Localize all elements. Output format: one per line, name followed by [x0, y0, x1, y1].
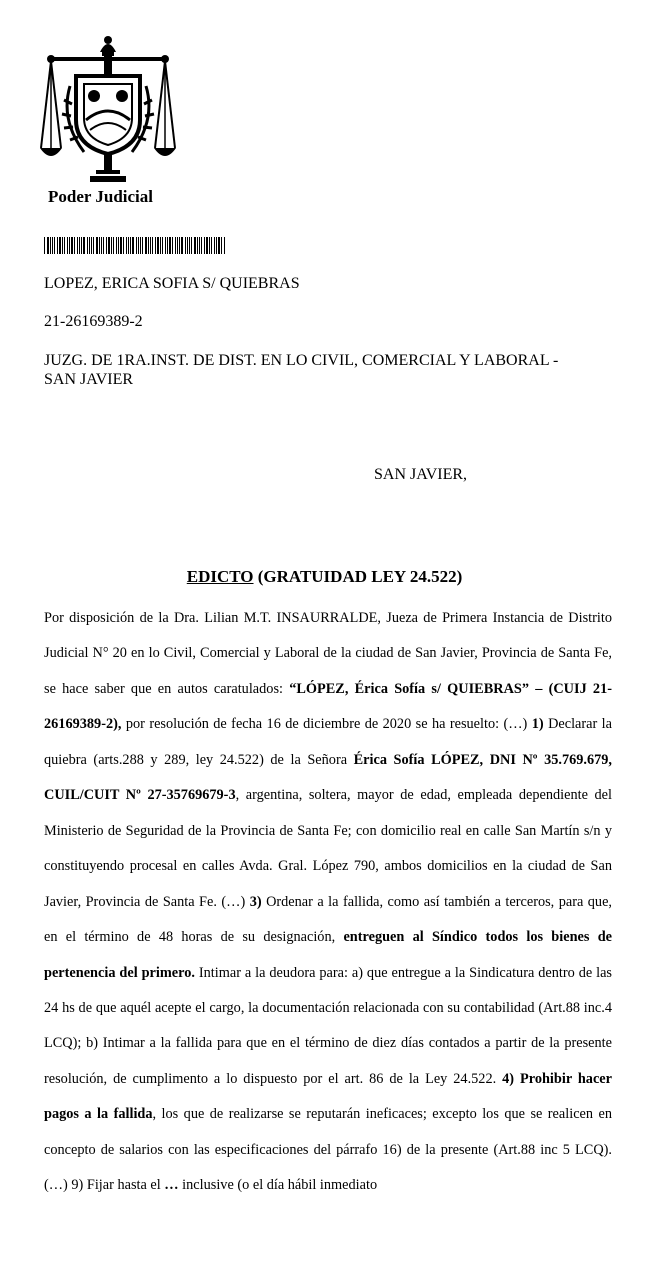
barcode-bar [77, 237, 78, 254]
barcode-bar [187, 237, 188, 254]
barcode-bar [185, 237, 186, 254]
barcode-bar [106, 237, 107, 254]
barcode-bar [87, 237, 88, 254]
barcode-bar [128, 237, 129, 254]
body-text-run: , argentina, soltera, mayor de edad, empleada dependiente del Ministerio de Seguridad de la Provincia de Santa Fe; con domicilio real en calle San Martín s/n y constituyendo procesal en calles Avda. Gral. López 790, ambos domicilios en la ciudad de San Javier, Provincia de Santa Fe. (…) [44, 787, 613, 910]
barcode-bar [64, 237, 65, 254]
barcode-bar [189, 237, 190, 254]
barcode-bar [211, 237, 212, 254]
barcode-bar [150, 237, 151, 254]
barcode-bar [181, 237, 183, 254]
barcode-bar [108, 237, 110, 254]
barcode-bar [113, 237, 114, 254]
judicial-seal-icon [40, 30, 176, 188]
barcode-bar [138, 237, 139, 254]
body-bold-run: “LÓPEZ, Érica Sofía s/ QUIEBRAS” – (CUIJ 21-26169389-2), [44, 680, 612, 733]
barcode-bar [71, 237, 73, 254]
body-bold-run: … [164, 1177, 179, 1194]
barcode-icon [44, 237, 226, 254]
barcode-bar [99, 237, 100, 254]
barcode-bar [221, 237, 222, 254]
barcode-bar [201, 237, 202, 254]
body-text-run: Declarar la quiebra (arts.288 y 289, ley 24.522) de la Señora [44, 716, 612, 768]
barcode-bar [116, 237, 117, 254]
body-bold-run: 3) [249, 893, 262, 910]
barcode-bar [111, 237, 112, 254]
barcode-bar [204, 237, 205, 254]
body-bold-run: 4) Prohibir hacer pagos a la fallida [44, 1070, 612, 1123]
barcode-bar [47, 237, 49, 254]
body-text-run: inclusive (o el día hábil inmediato [178, 1177, 378, 1194]
body-text-run: por resolución de fecha 16 de diciembre de 2020 se ha resuelto: (…) [121, 716, 532, 733]
barcode-bar [96, 237, 98, 254]
barcode-bar [172, 237, 173, 254]
barcode-bar [224, 237, 225, 254]
case-number: 21-26169389-2 [44, 313, 143, 330]
barcode-bar [130, 237, 131, 254]
barcode-bar [91, 237, 92, 254]
barcode-bar [167, 237, 168, 254]
barcode-bar [74, 237, 75, 254]
body-text-run: Intimar a la deudora para: a) que entregue a la Sindicatura dentro de las 24 hs de que aquél acepte el cargo, la documentación relacionada con su contabilidad (Art.88 inc.4 LCQ); b) Intimar a la fallida para que en el término de diez días contados a partir de la presente resolución, de cumplimento a lo dispuesto por el art. 86 de la Ley 24.522. [44, 964, 612, 1087]
barcode-bar [165, 237, 166, 254]
barcode-bar [69, 237, 70, 254]
edict-heading [0, 567, 649, 587]
barcode-bar [120, 237, 122, 254]
barcode-bar [118, 237, 119, 254]
barcode-bar [214, 237, 215, 254]
barcode-bar [194, 237, 196, 254]
barcode-bar [126, 237, 127, 254]
barcode-bar [206, 237, 208, 254]
barcode-bar [93, 237, 94, 254]
barcode-bar [136, 237, 137, 254]
edict-heading-main: EDICTO [186, 567, 254, 586]
barcode-bar [169, 237, 171, 254]
edict-heading-sub: (GRATUIDAD LEY 24.522) [253, 567, 463, 586]
barcode-bar [54, 237, 55, 254]
barcode-bar [152, 237, 153, 254]
place-date: SAN JAVIER, [374, 466, 468, 483]
barcode-bar [177, 237, 178, 254]
barcode-bar [175, 237, 176, 254]
barcode-bar [199, 237, 200, 254]
barcode-bar [162, 237, 163, 254]
barcode-bar [123, 237, 124, 254]
court-name-line2: SAN JAVIER [44, 371, 134, 388]
barcode-bar [218, 237, 220, 254]
barcode-bar [209, 237, 210, 254]
barcode-bar [103, 237, 104, 254]
barcode-bar [145, 237, 147, 254]
barcode-bar [148, 237, 149, 254]
barcode-bar [89, 237, 90, 254]
barcode-bar [67, 237, 68, 254]
barcode-bar [62, 237, 63, 254]
barcode-bar [57, 237, 58, 254]
barcode-bar [157, 237, 159, 254]
body-text-run: Ordenar a la fallida, como así también a terceros, para que, en el término de 48 horas de su designación, [44, 893, 613, 946]
barcode-bar [81, 237, 82, 254]
barcode-bar [101, 237, 102, 254]
barcode-bar [155, 237, 156, 254]
barcode-bar [44, 237, 45, 254]
court-name-line1: JUZG. DE 1RA.INST. DE DIST. EN LO CIVIL, COMERCIAL Y LABORAL - [44, 352, 559, 369]
court-name [44, 351, 614, 389]
organization-name: Poder Judicial [48, 187, 153, 206]
case-title: LOPEZ, ERICA SOFIA S/ QUIEBRAS [44, 275, 300, 292]
barcode-bar [52, 237, 53, 254]
barcode-bar [179, 237, 180, 254]
body-text-run: Por disposición de la Dra. Lilian M.T. INSAURRALDE, Jueza de Primera Instancia de Distrito Judicial N° 20 en lo Civil, Comercial y Laboral de la ciudad de San Javier, Provincia de Santa Fe, se hace saber que en autos caratulados: [44, 610, 612, 697]
barcode-bar [197, 237, 198, 254]
barcode-bar [191, 237, 192, 254]
body-bold-run: entreguen al Síndico todos los bienes de pertenencia del primero. [44, 929, 612, 981]
barcode-bar [50, 237, 51, 254]
barcode-bar [59, 237, 61, 254]
barcode-bar [142, 237, 143, 254]
body-text-run: , los que de realizarse se reputarán ineficaces; excepto los que se realicen en concepto de salarios con las especificaciones del párrafo 16) de la presente (Art.88 inc 5 LCQ). (…) 9) Fijar hasta el [44, 1106, 612, 1194]
barcode-bar [132, 237, 134, 254]
barcode-bar [79, 237, 80, 254]
barcode-bar [160, 237, 161, 254]
barcode-bar [216, 237, 217, 254]
barcode-bar [83, 237, 85, 254]
barcode-bar [140, 237, 141, 254]
edict-body [44, 601, 612, 1204]
body-bold-run: Érica Sofía LÓPEZ, DNI Nº 35.769.679, CUIL/CUIT Nº 27-35769679-3 [44, 751, 612, 804]
body-bold-run: 1) [531, 716, 544, 733]
